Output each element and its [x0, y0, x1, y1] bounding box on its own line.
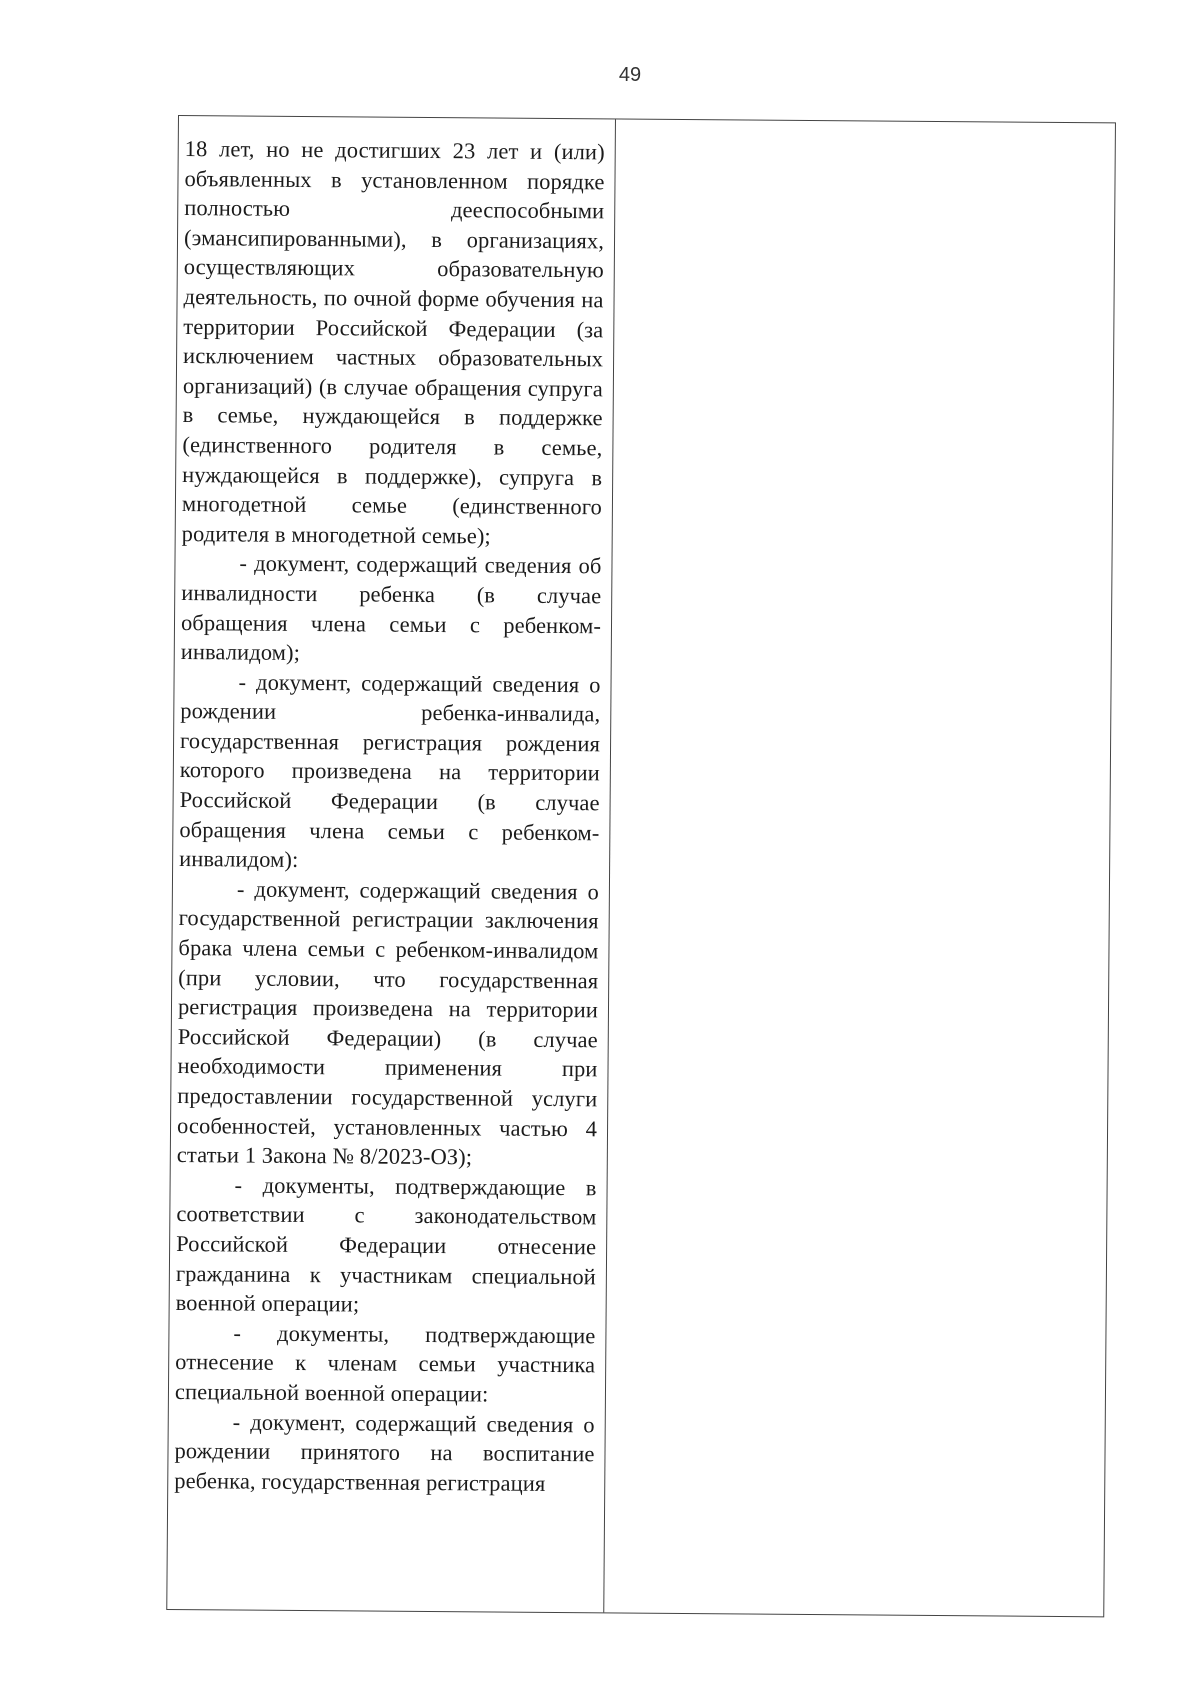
paragraph-continuation: 18 лет, но не достигших 23 лет и (или) объявленных в установленном порядке полностью дееспособными (эмансипированными), в организациях, осуществляющих образовательную деятельность, по очной форме обучения на территории Российской Федерации (за исключением частных образовательных организаций) (в случае обращения супруга в семье, нуждающейся в поддержке (единственного родителя в семье, нуждающейся в поддержке), супруга в многодетной семье (единственного родителя в многодетной семье);: [181, 136, 605, 549]
document-table: [166, 115, 1116, 1617]
list-item-marriage-document: - документ, содержащий сведения о государственной регистрации заключения брака члена семьи с ребенком-инвалидом (при условии, что государственная регистрация произведена на территории Российской Федерации) (в случае необходимости применения при предоставлении государственной услуги особенностей, установленных частью 4 статьи 1 Закона № 8/2023-ОЗ);: [176, 876, 600, 1170]
list-item-svo-family-documents: - документы, подтверждающие отнесение к членам семьи участника специальной военной операции:: [174, 1320, 596, 1407]
table-cell-left: [174, 134, 605, 1499]
list-item-disability-document: - документ, содержащий сведения об инвалидности ребенка (в случае обращения члена семьи с ребенком-инвалидом);: [180, 550, 602, 666]
table-cell-right: [605, 119, 1115, 1616]
list-item-svo-participant-documents: - документы, подтверждающие в соответствии с законодательством Российской Федерации отнесение гражданина к участникам специальной военной операции;: [175, 1172, 597, 1317]
page-number: 49: [618, 64, 642, 86]
list-item-birth-document: - документ, содержащий сведения о рождении ребенка-инвалида, государственная регистрация рождения которого произведена на территории Российской Федерации (в случае обращения члена семьи с ребенком-инвалидом):: [179, 669, 601, 873]
list-item-adopted-child-birth-document: - документ, содержащий сведения о рождении принятого на воспитание ребенка, государственная регистрация: [174, 1409, 595, 1496]
